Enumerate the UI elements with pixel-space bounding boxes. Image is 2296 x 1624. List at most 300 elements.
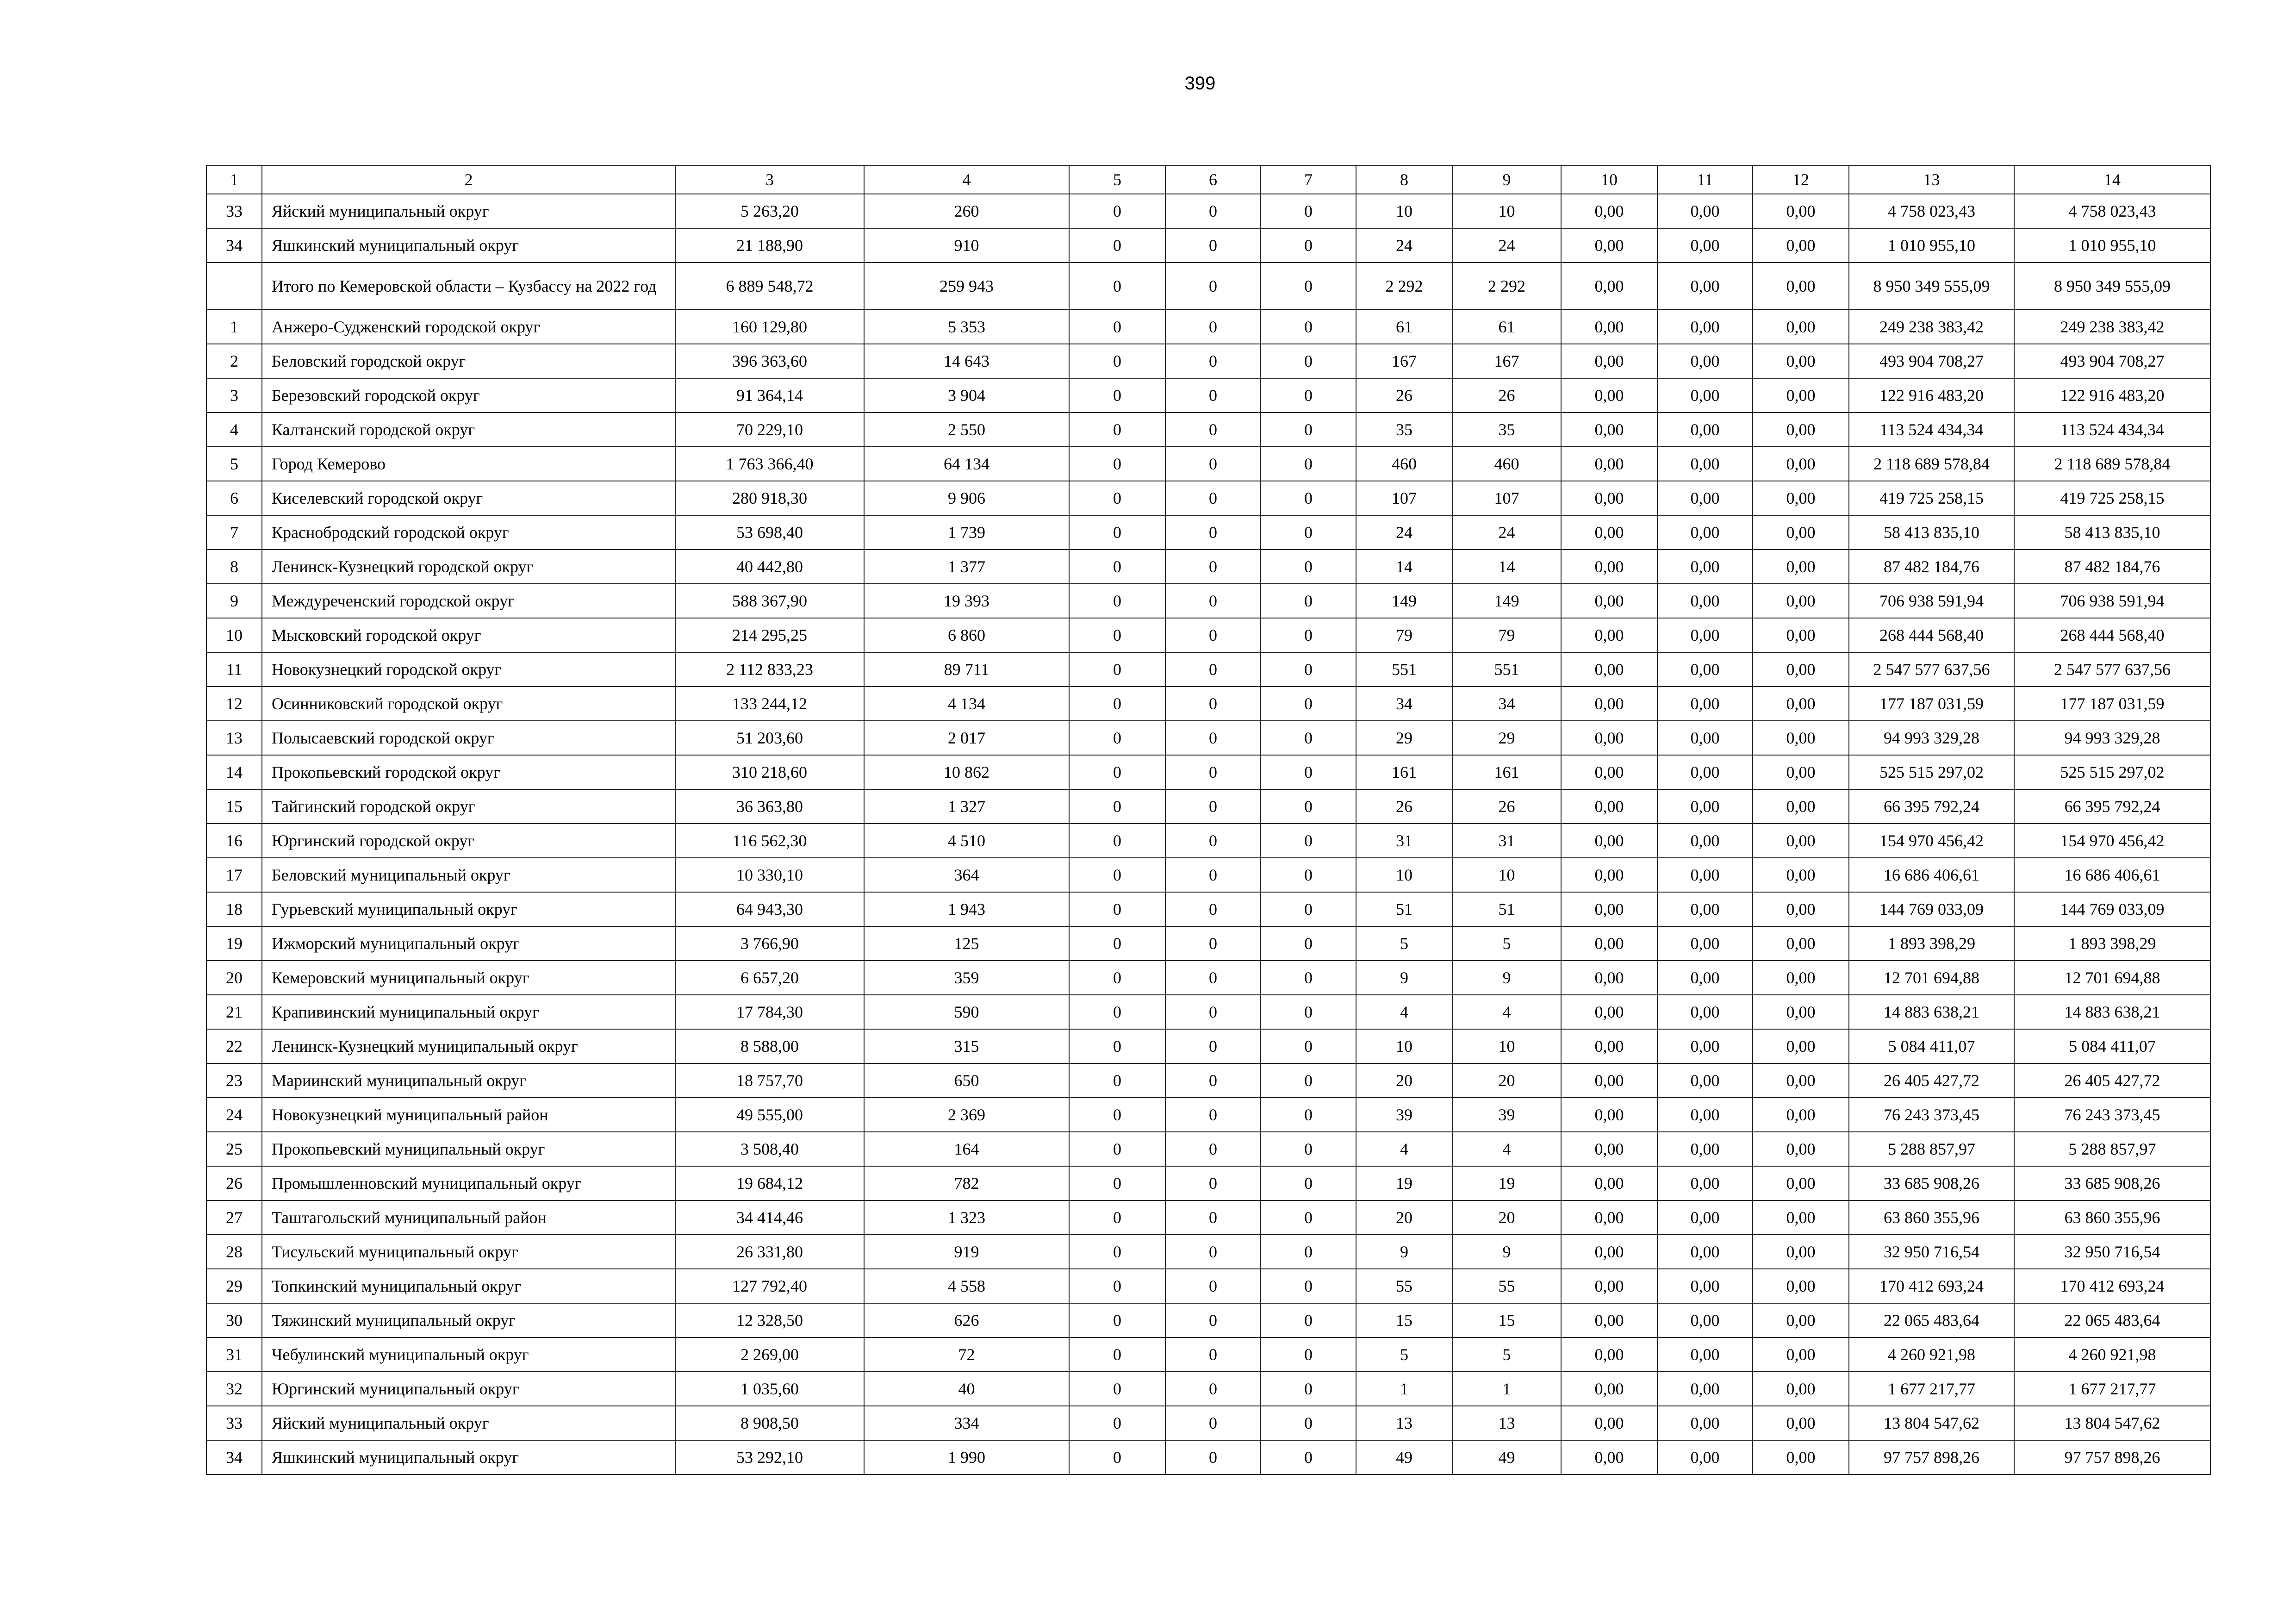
table-row: [206, 858, 2210, 892]
table-cell: 40 442,80: [675, 550, 864, 584]
district-name-cell: Яшкинский муниципальный округ: [262, 1440, 675, 1474]
table-cell: 4: [1356, 1132, 1452, 1166]
table-cell: 0: [1069, 1269, 1165, 1303]
table-cell: 10: [1356, 858, 1452, 892]
table-cell: 9 906: [864, 481, 1069, 515]
table-cell: 396 363,60: [675, 344, 864, 378]
table-cell: 0,00: [1561, 618, 1657, 652]
table-cell: 0: [1261, 755, 1356, 789]
column-header: 9: [1452, 165, 1561, 194]
table-cell: 24: [1452, 515, 1561, 550]
district-name-cell: Топкинский муниципальный округ: [262, 1269, 675, 1303]
table-cell: 0: [1165, 1269, 1261, 1303]
table-cell: 26: [1452, 789, 1561, 824]
table-cell: 127 792,40: [675, 1269, 864, 1303]
table-cell: 19 393: [864, 584, 1069, 618]
table-row: [206, 1269, 2210, 1303]
table-cell: 0: [1069, 584, 1165, 618]
table-cell: 0,00: [1657, 1029, 1753, 1063]
table-cell: 0,00: [1753, 481, 1849, 515]
table-cell: 2 118 689 578,84: [2014, 447, 2210, 481]
table-cell: 133 244,12: [675, 687, 864, 721]
table-cell: 9: [1452, 961, 1561, 995]
table-cell: 0,00: [1561, 344, 1657, 378]
table-cell: 919: [864, 1235, 1069, 1269]
table-cell: 4: [206, 412, 262, 447]
district-name-cell: Яшкинский муниципальный округ: [262, 228, 675, 262]
table-cell: 5: [1356, 926, 1452, 961]
table-cell: 8 950 349 555,09: [1849, 262, 2014, 310]
table-cell: 2 369: [864, 1098, 1069, 1132]
table-cell: 0,00: [1561, 1303, 1657, 1337]
table-cell: 0,00: [1561, 1235, 1657, 1269]
table-cell: 20: [1452, 1200, 1561, 1235]
table-cell: 22 065 483,64: [2014, 1303, 2210, 1337]
table-cell: 0,00: [1657, 412, 1753, 447]
table-cell: 1 763 366,40: [675, 447, 864, 481]
table-cell: 0,00: [1561, 481, 1657, 515]
table-cell: 32 950 716,54: [1849, 1235, 2014, 1269]
table-cell: 19: [1452, 1166, 1561, 1200]
table-cell: 0,00: [1753, 1166, 1849, 1200]
table-row: [206, 1166, 2210, 1200]
table-cell: 0,00: [1753, 1372, 1849, 1406]
table-cell: 58 413 835,10: [2014, 515, 2210, 550]
table-cell: 122 916 483,20: [1849, 378, 2014, 412]
district-name-cell: Промышленновский муниципальный округ: [262, 1166, 675, 1200]
district-name-cell: Ленинск-Кузнецкий муниципальный округ: [262, 1029, 675, 1063]
table-cell: 24: [1452, 228, 1561, 262]
table-cell: 3: [206, 378, 262, 412]
table-cell: 4: [1356, 995, 1452, 1029]
table-cell: 13: [1356, 1406, 1452, 1440]
table-cell: 113 524 434,34: [2014, 412, 2210, 447]
table-cell: 23: [206, 1063, 262, 1098]
table-cell: 0,00: [1753, 1132, 1849, 1166]
table-cell: 1 327: [864, 789, 1069, 824]
table-cell: 9: [1356, 1235, 1452, 1269]
table-cell: 1 010 955,10: [2014, 228, 2210, 262]
table-cell: 0: [1069, 481, 1165, 515]
table-cell: 0,00: [1657, 1166, 1753, 1200]
table-cell: 0: [1261, 687, 1356, 721]
data-table: [206, 165, 2211, 1475]
table-cell: 35: [1356, 412, 1452, 447]
table-cell: 0,00: [1753, 789, 1849, 824]
table-cell: 0: [1165, 1063, 1261, 1098]
table-cell: 0: [1069, 1440, 1165, 1474]
table-cell: 19 684,12: [675, 1166, 864, 1200]
table-cell: 0,00: [1657, 344, 1753, 378]
table-cell: 0: [1165, 310, 1261, 344]
table-cell: 149: [1452, 584, 1561, 618]
table-cell: 49: [1452, 1440, 1561, 1474]
table-cell: 13: [206, 721, 262, 755]
table-row: [206, 618, 2210, 652]
table-cell: [206, 262, 262, 310]
table-cell: 15: [1356, 1303, 1452, 1337]
table-cell: 0,00: [1561, 1269, 1657, 1303]
district-name-cell: Яйский муниципальный округ: [262, 1406, 675, 1440]
table-cell: 0,00: [1561, 1166, 1657, 1200]
table-cell: 1 893 398,29: [1849, 926, 2014, 961]
table-cell: 0,00: [1561, 755, 1657, 789]
table-cell: 0: [1069, 1235, 1165, 1269]
table-cell: 0,00: [1753, 926, 1849, 961]
table-cell: 14: [1452, 550, 1561, 584]
table-cell: 76 243 373,45: [2014, 1098, 2210, 1132]
table-cell: 1 739: [864, 515, 1069, 550]
table-cell: 53 698,40: [675, 515, 864, 550]
table-row: [206, 892, 2210, 926]
table-cell: 5 263,20: [675, 194, 864, 228]
table-cell: 0: [1261, 1029, 1356, 1063]
table-cell: 40: [864, 1372, 1069, 1406]
table-cell: 2 112 833,23: [675, 652, 864, 687]
table-cell: 122 916 483,20: [2014, 378, 2210, 412]
table-cell: 70 229,10: [675, 412, 864, 447]
table-cell: 0,00: [1561, 262, 1657, 310]
table-cell: 0: [1165, 515, 1261, 550]
table-row: [206, 1098, 2210, 1132]
table-cell: 55: [1356, 1269, 1452, 1303]
table-cell: 4: [1452, 995, 1561, 1029]
table-cell: 0,00: [1657, 1337, 1753, 1372]
table-cell: 4 558: [864, 1269, 1069, 1303]
table-cell: 0,00: [1561, 652, 1657, 687]
table-cell: 0,00: [1657, 1063, 1753, 1098]
table-cell: 0: [1069, 447, 1165, 481]
table-cell: 5 353: [864, 310, 1069, 344]
table-cell: 34: [206, 228, 262, 262]
table-cell: 10: [206, 618, 262, 652]
district-name-cell: Калтанский городской округ: [262, 412, 675, 447]
table-cell: 551: [1452, 652, 1561, 687]
table-cell: 551: [1356, 652, 1452, 687]
table-cell: 31: [1452, 824, 1561, 858]
table-cell: 0: [1261, 378, 1356, 412]
table-cell: 0: [1069, 1303, 1165, 1337]
table-cell: 0: [1261, 550, 1356, 584]
table-cell: 0,00: [1561, 447, 1657, 481]
table-cell: 4: [1452, 1132, 1561, 1166]
table-cell: 17: [206, 858, 262, 892]
column-header: 1: [206, 165, 262, 194]
table-cell: 0,00: [1753, 1406, 1849, 1440]
table-cell: 9: [206, 584, 262, 618]
table-cell: 26: [1356, 789, 1452, 824]
district-name-cell: Таштагольский муниципальный район: [262, 1200, 675, 1235]
table-cell: 0,00: [1657, 515, 1753, 550]
column-header: 7: [1261, 165, 1356, 194]
table-cell: 0: [1165, 824, 1261, 858]
table-row: [206, 789, 2210, 824]
table-cell: 31: [206, 1337, 262, 1372]
column-header: 14: [2014, 165, 2210, 194]
table-cell: 5 084 411,07: [1849, 1029, 2014, 1063]
table-cell: 4 260 921,98: [1849, 1337, 2014, 1372]
table-cell: 0,00: [1657, 892, 1753, 926]
table-cell: 0,00: [1753, 412, 1849, 447]
table-cell: 0,00: [1657, 687, 1753, 721]
table-cell: 0: [1069, 789, 1165, 824]
table-row: [206, 687, 2210, 721]
table-cell: 2 269,00: [675, 1337, 864, 1372]
table-cell: 25: [206, 1132, 262, 1166]
table-cell: 0: [1165, 1303, 1261, 1337]
table-cell: 0,00: [1753, 1063, 1849, 1098]
table-cell: 0,00: [1753, 262, 1849, 310]
table-cell: 161: [1356, 755, 1452, 789]
table-cell: 0,00: [1657, 995, 1753, 1029]
table-cell: 0: [1165, 1200, 1261, 1235]
district-name-cell: Город Кемерово: [262, 447, 675, 481]
table-cell: 419 725 258,15: [2014, 481, 2210, 515]
table-cell: 18 757,70: [675, 1063, 864, 1098]
table-cell: 0: [1261, 262, 1356, 310]
table-cell: 3 508,40: [675, 1132, 864, 1166]
table-cell: 29: [1452, 721, 1561, 755]
table-cell: 3 904: [864, 378, 1069, 412]
table-cell: 0,00: [1753, 687, 1849, 721]
table-cell: 0,00: [1753, 652, 1849, 687]
table-cell: 0,00: [1753, 892, 1849, 926]
district-name-cell: Яйский муниципальный округ: [262, 194, 675, 228]
table-cell: 31: [1356, 824, 1452, 858]
table-cell: 0: [1165, 961, 1261, 995]
table-cell: 0: [1261, 1063, 1356, 1098]
table-cell: 1: [1452, 1372, 1561, 1406]
table-cell: 0: [1069, 515, 1165, 550]
table-cell: 24: [1356, 515, 1452, 550]
table-cell: 64 134: [864, 447, 1069, 481]
table-cell: 4 510: [864, 824, 1069, 858]
table-cell: 61: [1452, 310, 1561, 344]
table-cell: 2 547 577 637,56: [1849, 652, 2014, 687]
table-cell: 144 769 033,09: [2014, 892, 2210, 926]
table-cell: 149: [1356, 584, 1452, 618]
table-cell: 0: [1069, 1063, 1165, 1098]
table-cell: 0,00: [1561, 550, 1657, 584]
table-cell: 4 758 023,43: [1849, 194, 2014, 228]
table-cell: 0: [1165, 618, 1261, 652]
district-name-cell: Кемеровский муниципальный округ: [262, 961, 675, 995]
table-cell: 24: [206, 1098, 262, 1132]
table-cell: 160 129,80: [675, 310, 864, 344]
table-cell: 125: [864, 926, 1069, 961]
table-cell: 20: [206, 961, 262, 995]
table-cell: 0,00: [1657, 755, 1753, 789]
table-cell: 29: [206, 1269, 262, 1303]
table-cell: 0,00: [1561, 584, 1657, 618]
table-cell: 21: [206, 995, 262, 1029]
table-cell: 0: [1165, 755, 1261, 789]
table-cell: 0: [1165, 412, 1261, 447]
table-cell: 28: [206, 1235, 262, 1269]
table-cell: 706 938 591,94: [1849, 584, 2014, 618]
table-cell: 91 364,14: [675, 378, 864, 412]
table-cell: 0,00: [1561, 926, 1657, 961]
table-cell: 0: [1069, 721, 1165, 755]
table-row: [206, 1406, 2210, 1440]
table-cell: 4 758 023,43: [2014, 194, 2210, 228]
table-cell: 2 118 689 578,84: [1849, 447, 2014, 481]
table-cell: 177 187 031,59: [2014, 687, 2210, 721]
table-cell: 0,00: [1561, 1440, 1657, 1474]
table-cell: 15: [206, 789, 262, 824]
table-cell: 0,00: [1753, 378, 1849, 412]
table-cell: 5 288 857,97: [2014, 1132, 2210, 1166]
table-cell: 13 804 547,62: [2014, 1406, 2210, 1440]
table-cell: 0,00: [1561, 1337, 1657, 1372]
table-cell: 0,00: [1657, 824, 1753, 858]
table-cell: 0,00: [1657, 652, 1753, 687]
table-cell: 1 677 217,77: [1849, 1372, 2014, 1406]
table-cell: 0,00: [1753, 1440, 1849, 1474]
table-cell: 116 562,30: [675, 824, 864, 858]
table-cell: 493 904 708,27: [2014, 344, 2210, 378]
table-cell: 154 970 456,42: [2014, 824, 2210, 858]
table-cell: 26: [206, 1166, 262, 1200]
table-cell: 33: [206, 1406, 262, 1440]
table-cell: 33: [206, 194, 262, 228]
table-cell: 1: [206, 310, 262, 344]
table-cell: 5: [206, 447, 262, 481]
table-cell: 107: [1356, 481, 1452, 515]
table-cell: 66 395 792,24: [1849, 789, 2014, 824]
table-cell: 260: [864, 194, 1069, 228]
district-name-cell: Юргинский муниципальный округ: [262, 1372, 675, 1406]
table-cell: 8 950 349 555,09: [2014, 262, 2210, 310]
table-cell: 0,00: [1753, 1029, 1849, 1063]
table-cell: 72: [864, 1337, 1069, 1372]
table-cell: 0,00: [1561, 824, 1657, 858]
district-name-cell: Гурьевский муниципальный округ: [262, 892, 675, 926]
table-cell: 0,00: [1561, 412, 1657, 447]
table-cell: 0,00: [1561, 1406, 1657, 1440]
table-cell: 167: [1356, 344, 1452, 378]
table-cell: 22: [206, 1029, 262, 1063]
table-cell: 161: [1452, 755, 1561, 789]
table-cell: 5: [1452, 1337, 1561, 1372]
table-cell: 0: [1165, 1029, 1261, 1063]
table-cell: 0,00: [1561, 194, 1657, 228]
table-cell: 97 757 898,26: [1849, 1440, 2014, 1474]
table-cell: 36 363,80: [675, 789, 864, 824]
table-cell: 20: [1356, 1063, 1452, 1098]
table-cell: 26 405 427,72: [2014, 1063, 2210, 1098]
table-cell: 1 377: [864, 550, 1069, 584]
table-cell: 0: [1261, 412, 1356, 447]
table-row: [206, 1063, 2210, 1098]
column-header: 2: [262, 165, 675, 194]
district-name-cell: Новокузнецкий муниципальный район: [262, 1098, 675, 1132]
table-cell: 0: [1261, 1200, 1356, 1235]
table-cell: 650: [864, 1063, 1069, 1098]
table-cell: 19: [206, 926, 262, 961]
table-cell: 0: [1165, 687, 1261, 721]
column-header: 12: [1753, 165, 1849, 194]
district-name-cell: Прокопьевский муниципальный округ: [262, 1132, 675, 1166]
table-cell: 0: [1069, 194, 1165, 228]
column-header: 8: [1356, 165, 1452, 194]
district-name-cell: Ижморский муниципальный округ: [262, 926, 675, 961]
table-cell: 0: [1069, 1406, 1165, 1440]
table-cell: 49: [1356, 1440, 1452, 1474]
table-cell: 0: [1165, 1440, 1261, 1474]
table-cell: 16 686 406,61: [2014, 858, 2210, 892]
table-row: [206, 194, 2210, 228]
table-cell: 0: [1069, 858, 1165, 892]
table-row: [206, 1200, 2210, 1235]
table-cell: 0,00: [1753, 1269, 1849, 1303]
table-cell: 24: [1356, 228, 1452, 262]
table-cell: 0: [1261, 1235, 1356, 1269]
table-cell: 0: [1165, 262, 1261, 310]
table-cell: 0: [1069, 824, 1165, 858]
table-cell: 9: [1452, 1235, 1561, 1269]
table-cell: 76 243 373,45: [1849, 1098, 2014, 1132]
table-cell: 0: [1069, 995, 1165, 1029]
table-cell: 0: [1069, 755, 1165, 789]
table-cell: 0: [1261, 789, 1356, 824]
table-cell: 0: [1261, 228, 1356, 262]
table-cell: 0: [1165, 344, 1261, 378]
district-name-cell: Новокузнецкий городской округ: [262, 652, 675, 687]
table-cell: 113 524 434,34: [1849, 412, 2014, 447]
table-cell: 39: [1452, 1098, 1561, 1132]
table-cell: 12 701 694,88: [1849, 961, 2014, 995]
table-cell: 0: [1261, 344, 1356, 378]
table-cell: 0,00: [1657, 550, 1753, 584]
table-cell: 0: [1165, 194, 1261, 228]
table-cell: 79: [1356, 618, 1452, 652]
table-cell: 525 515 297,02: [1849, 755, 2014, 789]
table-cell: 29: [1356, 721, 1452, 755]
table-cell: 97 757 898,26: [2014, 1440, 2210, 1474]
table-cell: 27: [206, 1200, 262, 1235]
table-cell: 14 883 638,21: [1849, 995, 2014, 1029]
table-row: [206, 1303, 2210, 1337]
table-cell: 51: [1356, 892, 1452, 926]
district-name-cell: Тяжинский муниципальный округ: [262, 1303, 675, 1337]
table-cell: 0,00: [1657, 1098, 1753, 1132]
table-cell: 2 292: [1452, 262, 1561, 310]
table-row: [206, 378, 2210, 412]
table-cell: 0: [1261, 194, 1356, 228]
table-cell: 0: [1165, 926, 1261, 961]
table-row: [206, 1337, 2210, 1372]
table-cell: 0: [1165, 378, 1261, 412]
table-cell: 0: [1261, 652, 1356, 687]
table-row: [206, 584, 2210, 618]
table-cell: 12 701 694,88: [2014, 961, 2210, 995]
table-cell: 315: [864, 1029, 1069, 1063]
table-cell: 10: [1452, 1029, 1561, 1063]
table-cell: 0,00: [1561, 961, 1657, 995]
table-cell: 5: [1452, 926, 1561, 961]
table-cell: 7: [206, 515, 262, 550]
table-row: [206, 412, 2210, 447]
table-cell: 0,00: [1657, 1406, 1753, 1440]
table-cell: 0: [1261, 995, 1356, 1029]
table-cell: 12: [206, 687, 262, 721]
table-cell: 1: [1356, 1372, 1452, 1406]
table-cell: 51 203,60: [675, 721, 864, 755]
table-row: [206, 755, 2210, 789]
table-cell: 2: [206, 344, 262, 378]
table-cell: 0: [1069, 310, 1165, 344]
